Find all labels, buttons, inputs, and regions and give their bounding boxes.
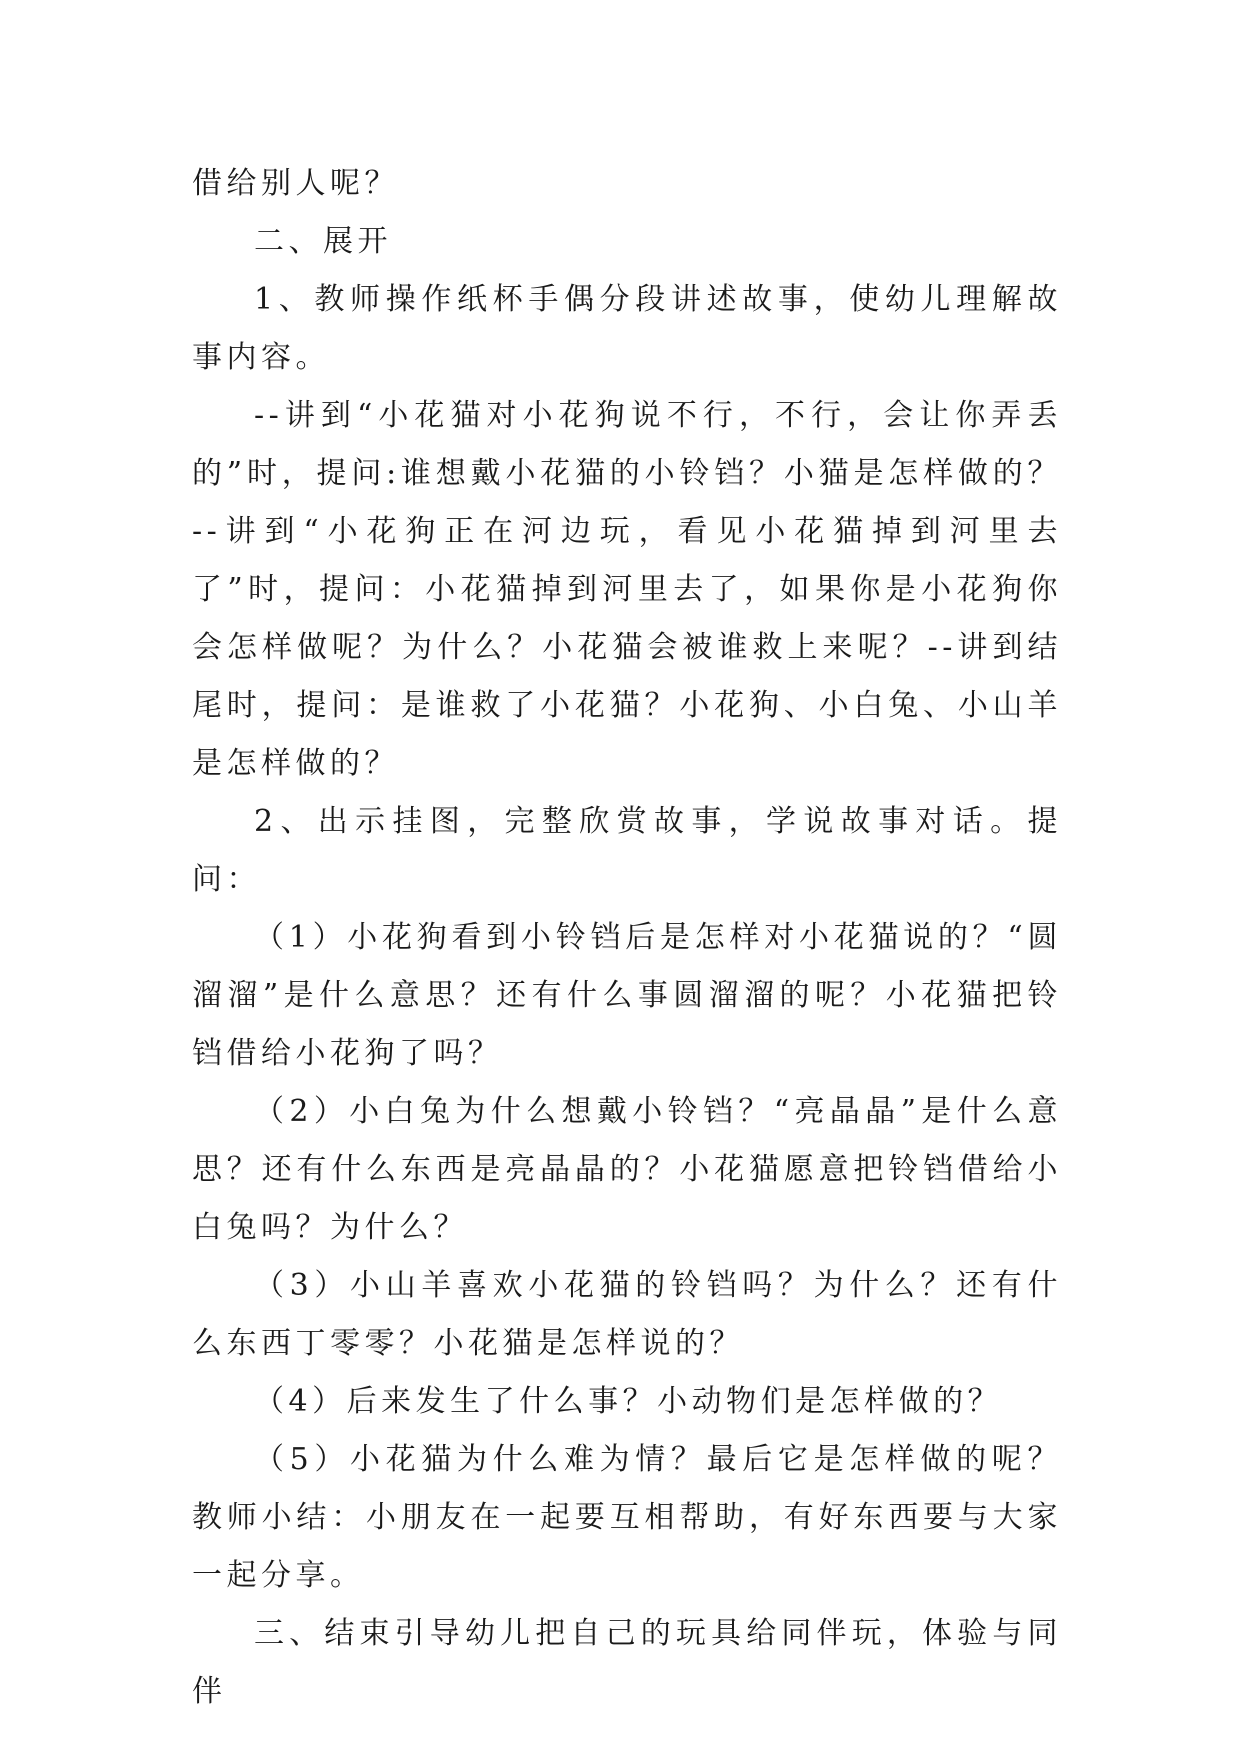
paragraph-3: 1、教师操作纸杯手偶分段讲述故事，使幼儿理解故事内容。 [192,282,1062,375]
paragraph-8: （3）小山羊喜欢小花猫的铃铛吗？为什么？还有什么东西丁零零？小花猫是怎样说的？ [192,1268,1062,1361]
document-body [192,155,1062,1721]
paragraph-9: （4）后来发生了什么事？小动物们是怎样做的？ [254,1384,1003,1419]
paragraph-2-heading: 二、展开 [254,224,392,259]
paragraph-5: 2、出示挂图，完整欣赏故事，学说故事对话。提问： [192,804,1062,897]
paragraph-11-heading: 三、结束引导幼儿把自己的玩具给同伴玩，体验与同伴 [192,1616,1062,1709]
paragraph-6: （1）小花狗看到小铃铛后是怎样对小花猫说的？“圆溜溜”是什么意思？还有什么事圆溜溜的呢？小花猫把铃铛借给小花狗了吗？ [192,920,1062,1071]
paragraph-4: --讲到“小花猫对小花狗说不行，不行，会让你弄丢的”时，提问:谁想戴小花猫的小铃铛？小猫是怎样做的？--讲到“小花狗正在河边玩，看见小花猫掉到河里去了”时，提问：小花猫掉到河里去了，如果你是小花狗你会怎样做呢？为什么？小花猫会被谁救上来呢？--讲到结尾时，提问：是谁救了小花猫？小花狗、小白兔、小山羊是怎样做的？ [192,398,1062,781]
paragraph-10: （5）小花猫为什么难为情？最后它是怎样做的呢？教师小结：小朋友在一起要互相帮助，有好东西要与大家一起分享。 [192,1442,1062,1593]
paragraph-7: （2）小白兔为什么想戴小铃铛？“亮晶晶”是什么意思？还有什么东西是亮晶晶的？小花猫愿意把铃铛借给小白兔吗？为什么？ [192,1094,1062,1245]
paragraph-1: 借给别人呢？ [192,166,399,201]
